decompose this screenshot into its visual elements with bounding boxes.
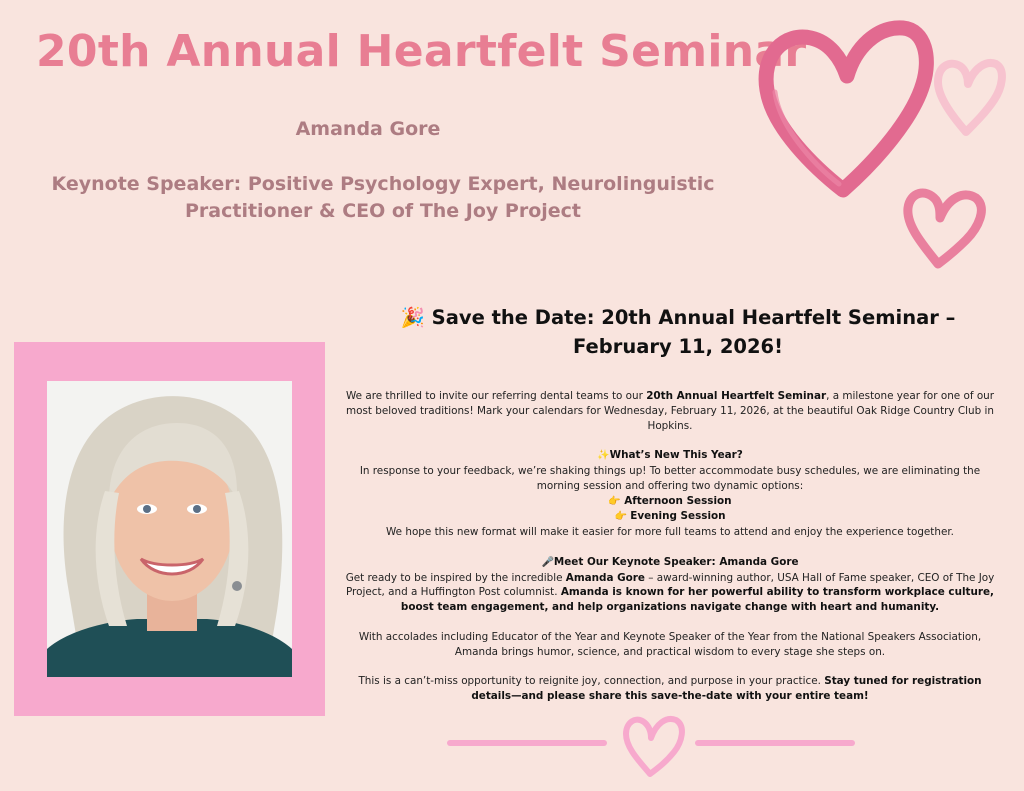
intro-text-1: We are thrilled to invite our referring dental teams to our xyxy=(345,390,647,402)
speaker-name: Amanda Gore xyxy=(295,118,441,140)
divider-heart-icon xyxy=(620,710,686,780)
keynote-text-2: – award-winning author, USA Hall of Fame speaker, CEO of The Joy Project, and a Huffington Post columnist. xyxy=(345,571,995,599)
heart-icon xyxy=(898,180,988,272)
speaker-role: Keynote Speaker: Positive Psychology Expert, Neurolinguistic Practitioner & CEO of The Joy Project xyxy=(51,173,715,222)
intro-bold: 20th Annual Heartfelt Seminar xyxy=(646,390,827,402)
accolades-paragraph: With accolades including Educator of the Year and Keynote Speaker of the Year from the National Speakers Association, Amanda brings humor, science, and practical wisdom to every stage she steps on. xyxy=(358,630,982,658)
intro-text-2: , a milestone year for one of our most beloved traditions! Mark your calendars for Wednesday, February 11, 2026, at the beautiful Oak Ridge Country Club in Hopkins. xyxy=(346,390,995,432)
divider-right-line xyxy=(695,740,855,746)
closing-paragraph xyxy=(344,674,996,704)
divider-left-line xyxy=(447,740,607,746)
sparkles-icon: ✨ xyxy=(597,450,610,462)
keynote-heading: Meet Our Keynote Speaker: Amanda Gore xyxy=(553,555,799,568)
pointing-hand-icon: 👉 xyxy=(608,495,621,507)
keynote-text-1: Get ready to be inspired by the incredible xyxy=(345,571,566,584)
small-heart-icon xyxy=(932,52,1008,140)
save-the-date-line2: February 11, 2026! xyxy=(573,335,783,358)
closing-text: This is a can’t-miss opportunity to reignite joy, connection, and purpose in your practice. xyxy=(358,675,825,688)
option-evening: Evening Session xyxy=(630,510,726,523)
page-title: 20th Annual Heartfelt Seminar xyxy=(36,26,807,77)
whats-new-section xyxy=(344,448,996,540)
intro-paragraph xyxy=(344,389,996,433)
whats-new-closing: We hope this new format will make it easier for more full teams to attend and enjoy the experience together. xyxy=(386,526,954,539)
closing-bold: Stay tuned for registration details—and please share this save-the-date with your entire team! xyxy=(471,675,982,702)
keynote-bold-sentence: Amanda is known for her powerful ability to transform workplace culture, boost team engagement, and help organizations navigate change with heart and humanity. xyxy=(400,586,995,614)
keynote-section xyxy=(344,555,996,615)
party-popper-icon: 🎉 xyxy=(400,306,425,329)
save-the-date-heading xyxy=(360,303,996,361)
speaker-photo xyxy=(47,381,292,677)
option-afternoon: Afternoon Session xyxy=(624,494,732,507)
microphone-icon: 🎤 xyxy=(541,556,554,568)
whats-new-heading: What’s New This Year? xyxy=(609,449,743,462)
save-the-date-line1: Save the Date: 20th Annual Heartfelt Seminar – xyxy=(431,306,956,329)
body-text xyxy=(344,389,996,719)
keynote-name: Amanda Gore xyxy=(565,571,645,584)
pointing-hand-icon: 👉 xyxy=(614,511,627,523)
whats-new-text: In response to your feedback, we’re shaking things up! To better accommodate busy schedules, we are eliminating the morning session and offering two dynamic options: xyxy=(359,464,981,492)
